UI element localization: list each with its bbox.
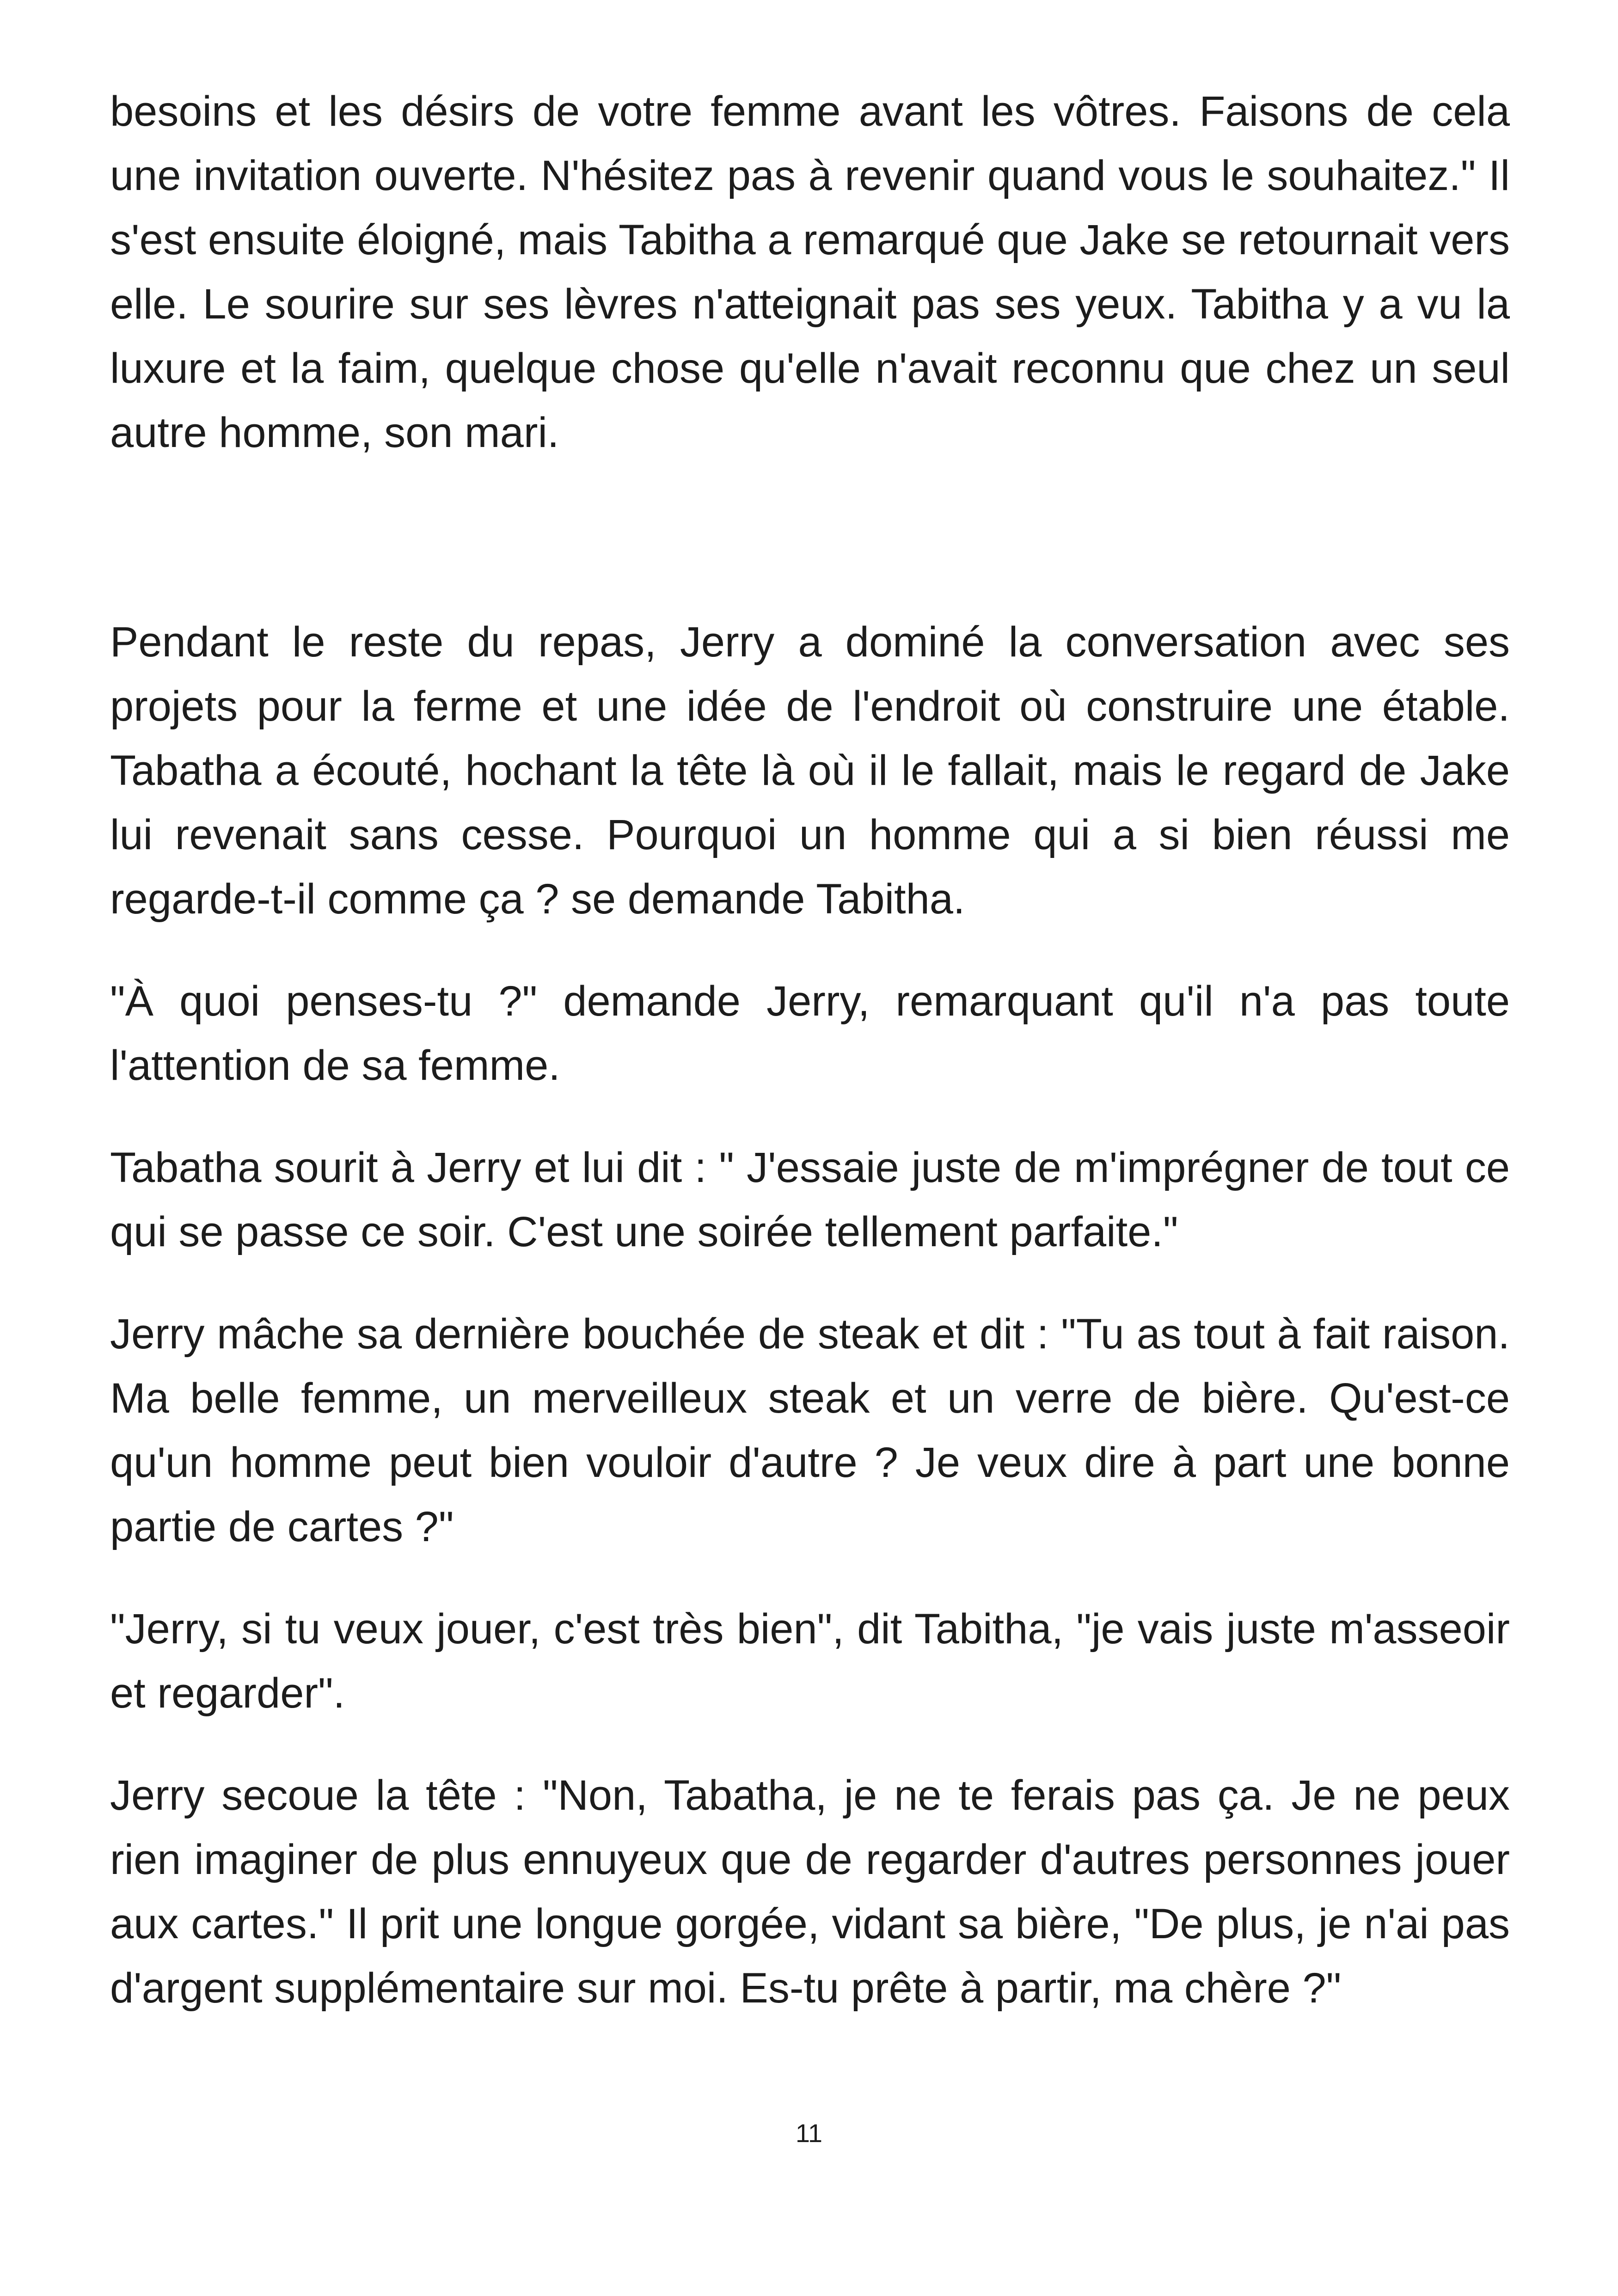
paragraph: Jerry mâche sa dernière bouchée de steak et dit : "Tu as tout à fait raison. Ma belle femme, un merveilleux steak et un verre de bière. Qu'est-ce qu'un homme peut bien vouloir d'autre ? Je veux dire à part une bonne partie de cartes ?" — [110, 1310, 1510, 1550]
page-number: 11 — [795, 2118, 823, 2148]
paragraph: besoins et les désirs de votre femme avant les vôtres. Faisons de cela une invitation ouverte. N'hésitez pas à revenir quand vous le souhaitez." Il s'est ensuite éloigné, mais Tabitha a remarqué que Jake se retournait vers elle. Le sourire sur ses lèvres n'atteignait pas ses yeux. Tabitha y a vu la luxure et la faim, quelque chose qu'elle n'avait reconnu que chez un seul autre homme, son mari. — [110, 88, 1510, 456]
paragraph: "À quoi penses-tu ?" demande Jerry, remarquant qu'il n'a pas toute l'attention de sa femme. — [110, 978, 1510, 1089]
text-block-top — [110, 80, 1510, 465]
paragraph: "Jerry, si tu veux jouer, c'est très bien", dit Tabitha, "je vais juste m'asseoir et regarder". — [110, 1605, 1510, 1717]
paragraph: Tabatha sourit à Jerry et lui dit : " J'essaie juste de m'imprégner de tout ce qui se passe ce soir. C'est une soirée tellement parfaite." — [110, 1144, 1510, 1255]
paragraph: Jerry secoue la tête : "Non, Tabatha, je ne te ferais pas ça. Je ne peux rien imaginer de plus ennuyeux que de regarder d'autres personnes jouer aux cartes." Il prit une longue gorgée, vidant sa bière, "De plus, je n'ai pas d'argent supplémentaire sur moi. Es-tu prête à partir, ma chère ?" — [110, 1772, 1510, 2012]
text-block-bottom — [110, 610, 1510, 2020]
paragraph: Pendant le reste du repas, Jerry a dominé la conversation avec ses projets pour la ferme et une idée de l'endroit où construire une étable. Tabatha a écouté, hochant la tête là où il le fallait, mais le regard de Jake lui revenait sans cesse. Pourquoi un homme qui a si bien réussi me regarde-t-il comme ça ? se demande Tabitha. — [110, 618, 1510, 923]
